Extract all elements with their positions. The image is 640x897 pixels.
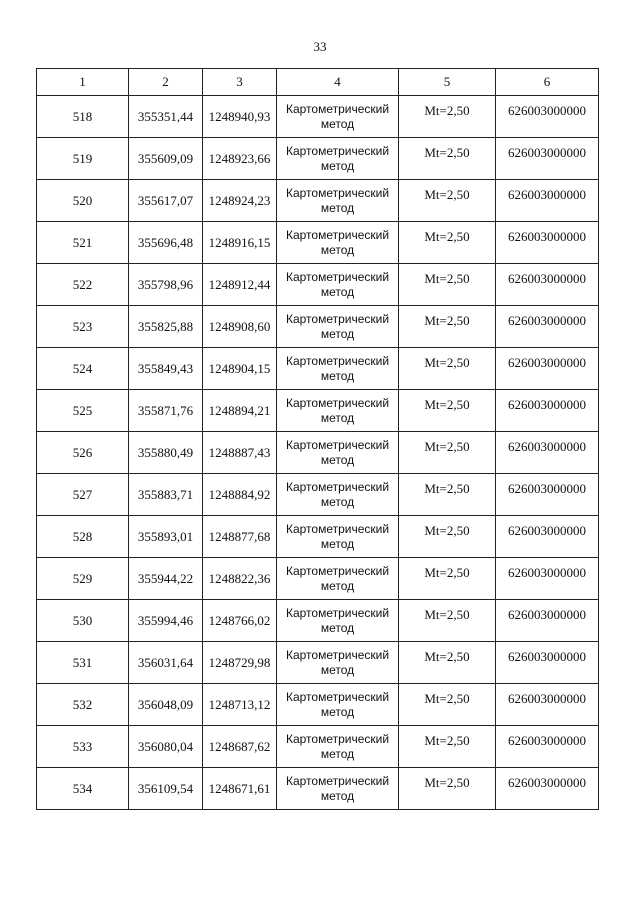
code-cell: 626003000000 xyxy=(496,96,599,138)
accuracy-cell: Mt=2,50 xyxy=(399,348,496,390)
table-header-row xyxy=(37,69,599,96)
method-cell xyxy=(277,138,399,180)
x-coordinate-cell: 355880,49 xyxy=(129,432,203,474)
method-cell xyxy=(277,390,399,432)
method-line-1: Картометрический xyxy=(285,774,390,788)
table-row xyxy=(37,222,599,264)
y-coordinate-cell: 1248729,98 xyxy=(203,642,277,684)
code-cell: 626003000000 xyxy=(496,516,599,558)
point-number-cell: 532 xyxy=(37,684,129,726)
method-cell xyxy=(277,726,399,768)
code-cell: 626003000000 xyxy=(496,558,599,600)
method-cell xyxy=(277,600,399,642)
method-line-1: Картометрический xyxy=(285,438,390,452)
point-number-cell: 529 xyxy=(37,558,129,600)
method-line-2: метод xyxy=(320,369,355,383)
y-coordinate-cell: 1248940,93 xyxy=(203,96,277,138)
method-cell xyxy=(277,768,399,810)
column-header: 4 xyxy=(277,69,399,96)
point-number-cell: 525 xyxy=(37,390,129,432)
point-number-cell: 527 xyxy=(37,474,129,516)
table-row xyxy=(37,180,599,222)
point-number-cell: 520 xyxy=(37,180,129,222)
code-cell: 626003000000 xyxy=(496,306,599,348)
accuracy-cell: Mt=2,50 xyxy=(399,264,496,306)
code-cell: 626003000000 xyxy=(496,600,599,642)
method-line-1: Картометрический xyxy=(285,102,390,116)
method-cell xyxy=(277,684,399,726)
method-cell xyxy=(277,96,399,138)
y-coordinate-cell: 1248766,02 xyxy=(203,600,277,642)
x-coordinate-cell: 355609,09 xyxy=(129,138,203,180)
y-coordinate-cell: 1248822,36 xyxy=(203,558,277,600)
x-coordinate-cell: 355825,88 xyxy=(129,306,203,348)
y-coordinate-cell: 1248912,44 xyxy=(203,264,277,306)
method-line-2: метод xyxy=(320,243,355,257)
y-coordinate-cell: 1248887,43 xyxy=(203,432,277,474)
point-number-cell: 528 xyxy=(37,516,129,558)
accuracy-cell: Mt=2,50 xyxy=(399,432,496,474)
code-cell: 626003000000 xyxy=(496,768,599,810)
method-line-2: метод xyxy=(320,705,355,719)
method-line-2: метод xyxy=(320,621,355,635)
table-row xyxy=(37,474,599,516)
accuracy-cell: Mt=2,50 xyxy=(399,768,496,810)
method-line-2: метод xyxy=(320,327,355,341)
method-line-2: метод xyxy=(320,117,355,131)
table-row xyxy=(37,390,599,432)
accuracy-cell: Mt=2,50 xyxy=(399,474,496,516)
code-cell: 626003000000 xyxy=(496,348,599,390)
method-line-1: Картометрический xyxy=(285,732,390,746)
method-cell xyxy=(277,642,399,684)
method-line-2: метод xyxy=(320,159,355,173)
method-cell xyxy=(277,474,399,516)
accuracy-cell: Mt=2,50 xyxy=(399,390,496,432)
y-coordinate-cell: 1248908,60 xyxy=(203,306,277,348)
x-coordinate-cell: 355849,43 xyxy=(129,348,203,390)
method-cell xyxy=(277,180,399,222)
method-line-1: Картометрический xyxy=(285,270,390,284)
method-line-2: метод xyxy=(320,663,355,677)
x-coordinate-cell: 355798,96 xyxy=(129,264,203,306)
x-coordinate-cell: 355883,71 xyxy=(129,474,203,516)
y-coordinate-cell: 1248687,62 xyxy=(203,726,277,768)
y-coordinate-cell: 1248877,68 xyxy=(203,516,277,558)
method-line-2: метод xyxy=(320,453,355,467)
table-row xyxy=(37,348,599,390)
method-line-2: метод xyxy=(320,579,355,593)
column-header: 5 xyxy=(399,69,496,96)
code-cell: 626003000000 xyxy=(496,432,599,474)
point-number-cell: 519 xyxy=(37,138,129,180)
method-cell xyxy=(277,516,399,558)
x-coordinate-cell: 356048,09 xyxy=(129,684,203,726)
x-coordinate-cell: 355944,22 xyxy=(129,558,203,600)
x-coordinate-cell: 355994,46 xyxy=(129,600,203,642)
table-body xyxy=(37,96,599,810)
x-coordinate-cell: 355871,76 xyxy=(129,390,203,432)
method-line-1: Картометрический xyxy=(285,690,390,704)
method-cell xyxy=(277,222,399,264)
point-number-cell: 530 xyxy=(37,600,129,642)
point-number-cell: 531 xyxy=(37,642,129,684)
point-number-cell: 522 xyxy=(37,264,129,306)
accuracy-cell: Mt=2,50 xyxy=(399,558,496,600)
y-coordinate-cell: 1248884,92 xyxy=(203,474,277,516)
x-coordinate-cell: 355696,48 xyxy=(129,222,203,264)
table-row xyxy=(37,96,599,138)
method-cell xyxy=(277,348,399,390)
code-cell: 626003000000 xyxy=(496,390,599,432)
table-row xyxy=(37,558,599,600)
method-cell xyxy=(277,558,399,600)
column-header: 6 xyxy=(496,69,599,96)
table-row xyxy=(37,642,599,684)
method-line-1: Картометрический xyxy=(285,648,390,662)
point-number-cell: 526 xyxy=(37,432,129,474)
method-line-2: метод xyxy=(320,537,355,551)
code-cell: 626003000000 xyxy=(496,726,599,768)
method-line-1: Картометрический xyxy=(285,354,390,368)
method-line-1: Картометрический xyxy=(285,564,390,578)
method-cell xyxy=(277,306,399,348)
point-number-cell: 533 xyxy=(37,726,129,768)
method-line-2: метод xyxy=(320,747,355,761)
point-number-cell: 523 xyxy=(37,306,129,348)
y-coordinate-cell: 1248894,21 xyxy=(203,390,277,432)
coordinates-table xyxy=(36,68,599,810)
method-line-2: метод xyxy=(320,789,355,803)
table-row xyxy=(37,726,599,768)
point-number-cell: 524 xyxy=(37,348,129,390)
x-coordinate-cell: 356109,54 xyxy=(129,768,203,810)
accuracy-cell: Mt=2,50 xyxy=(399,306,496,348)
y-coordinate-cell: 1248904,15 xyxy=(203,348,277,390)
x-coordinate-cell: 355893,01 xyxy=(129,516,203,558)
code-cell: 626003000000 xyxy=(496,474,599,516)
table-row xyxy=(37,138,599,180)
point-number-cell: 521 xyxy=(37,222,129,264)
table-row xyxy=(37,516,599,558)
column-header: 1 xyxy=(37,69,129,96)
method-line-1: Картометрический xyxy=(285,228,390,242)
table-row xyxy=(37,264,599,306)
y-coordinate-cell: 1248924,23 xyxy=(203,180,277,222)
accuracy-cell: Mt=2,50 xyxy=(399,684,496,726)
y-coordinate-cell: 1248713,12 xyxy=(203,684,277,726)
x-coordinate-cell: 355617,07 xyxy=(129,180,203,222)
method-line-1: Картометрический xyxy=(285,480,390,494)
method-line-1: Картометрический xyxy=(285,312,390,326)
accuracy-cell: Mt=2,50 xyxy=(399,726,496,768)
table-row xyxy=(37,306,599,348)
point-number-cell: 518 xyxy=(37,96,129,138)
code-cell: 626003000000 xyxy=(496,222,599,264)
code-cell: 626003000000 xyxy=(496,684,599,726)
code-cell: 626003000000 xyxy=(496,642,599,684)
method-line-2: метод xyxy=(320,411,355,425)
code-cell: 626003000000 xyxy=(496,180,599,222)
method-line-2: метод xyxy=(320,495,355,509)
x-coordinate-cell: 355351,44 xyxy=(129,96,203,138)
code-cell: 626003000000 xyxy=(496,138,599,180)
method-line-2: метод xyxy=(320,285,355,299)
method-line-2: метод xyxy=(320,201,355,215)
column-header: 3 xyxy=(203,69,277,96)
method-cell xyxy=(277,264,399,306)
accuracy-cell: Mt=2,50 xyxy=(399,96,496,138)
method-line-1: Картометрический xyxy=(285,606,390,620)
method-line-1: Картометрический xyxy=(285,186,390,200)
y-coordinate-cell: 1248671,61 xyxy=(203,768,277,810)
accuracy-cell: Mt=2,50 xyxy=(399,642,496,684)
y-coordinate-cell: 1248923,66 xyxy=(203,138,277,180)
x-coordinate-cell: 356031,64 xyxy=(129,642,203,684)
table-row xyxy=(37,600,599,642)
method-cell xyxy=(277,432,399,474)
y-coordinate-cell: 1248916,15 xyxy=(203,222,277,264)
page-number: 33 xyxy=(313,39,327,54)
accuracy-cell: Mt=2,50 xyxy=(399,600,496,642)
column-header: 2 xyxy=(129,69,203,96)
method-line-1: Картометрический xyxy=(285,144,390,158)
code-cell: 626003000000 xyxy=(496,264,599,306)
accuracy-cell: Mt=2,50 xyxy=(399,516,496,558)
table-row xyxy=(37,768,599,810)
table-row xyxy=(37,432,599,474)
accuracy-cell: Mt=2,50 xyxy=(399,138,496,180)
table-row xyxy=(37,684,599,726)
method-line-1: Картометрический xyxy=(285,522,390,536)
accuracy-cell: Mt=2,50 xyxy=(399,180,496,222)
accuracy-cell: Mt=2,50 xyxy=(399,222,496,264)
method-line-1: Картометрический xyxy=(285,396,390,410)
point-number-cell: 534 xyxy=(37,768,129,810)
x-coordinate-cell: 356080,04 xyxy=(129,726,203,768)
